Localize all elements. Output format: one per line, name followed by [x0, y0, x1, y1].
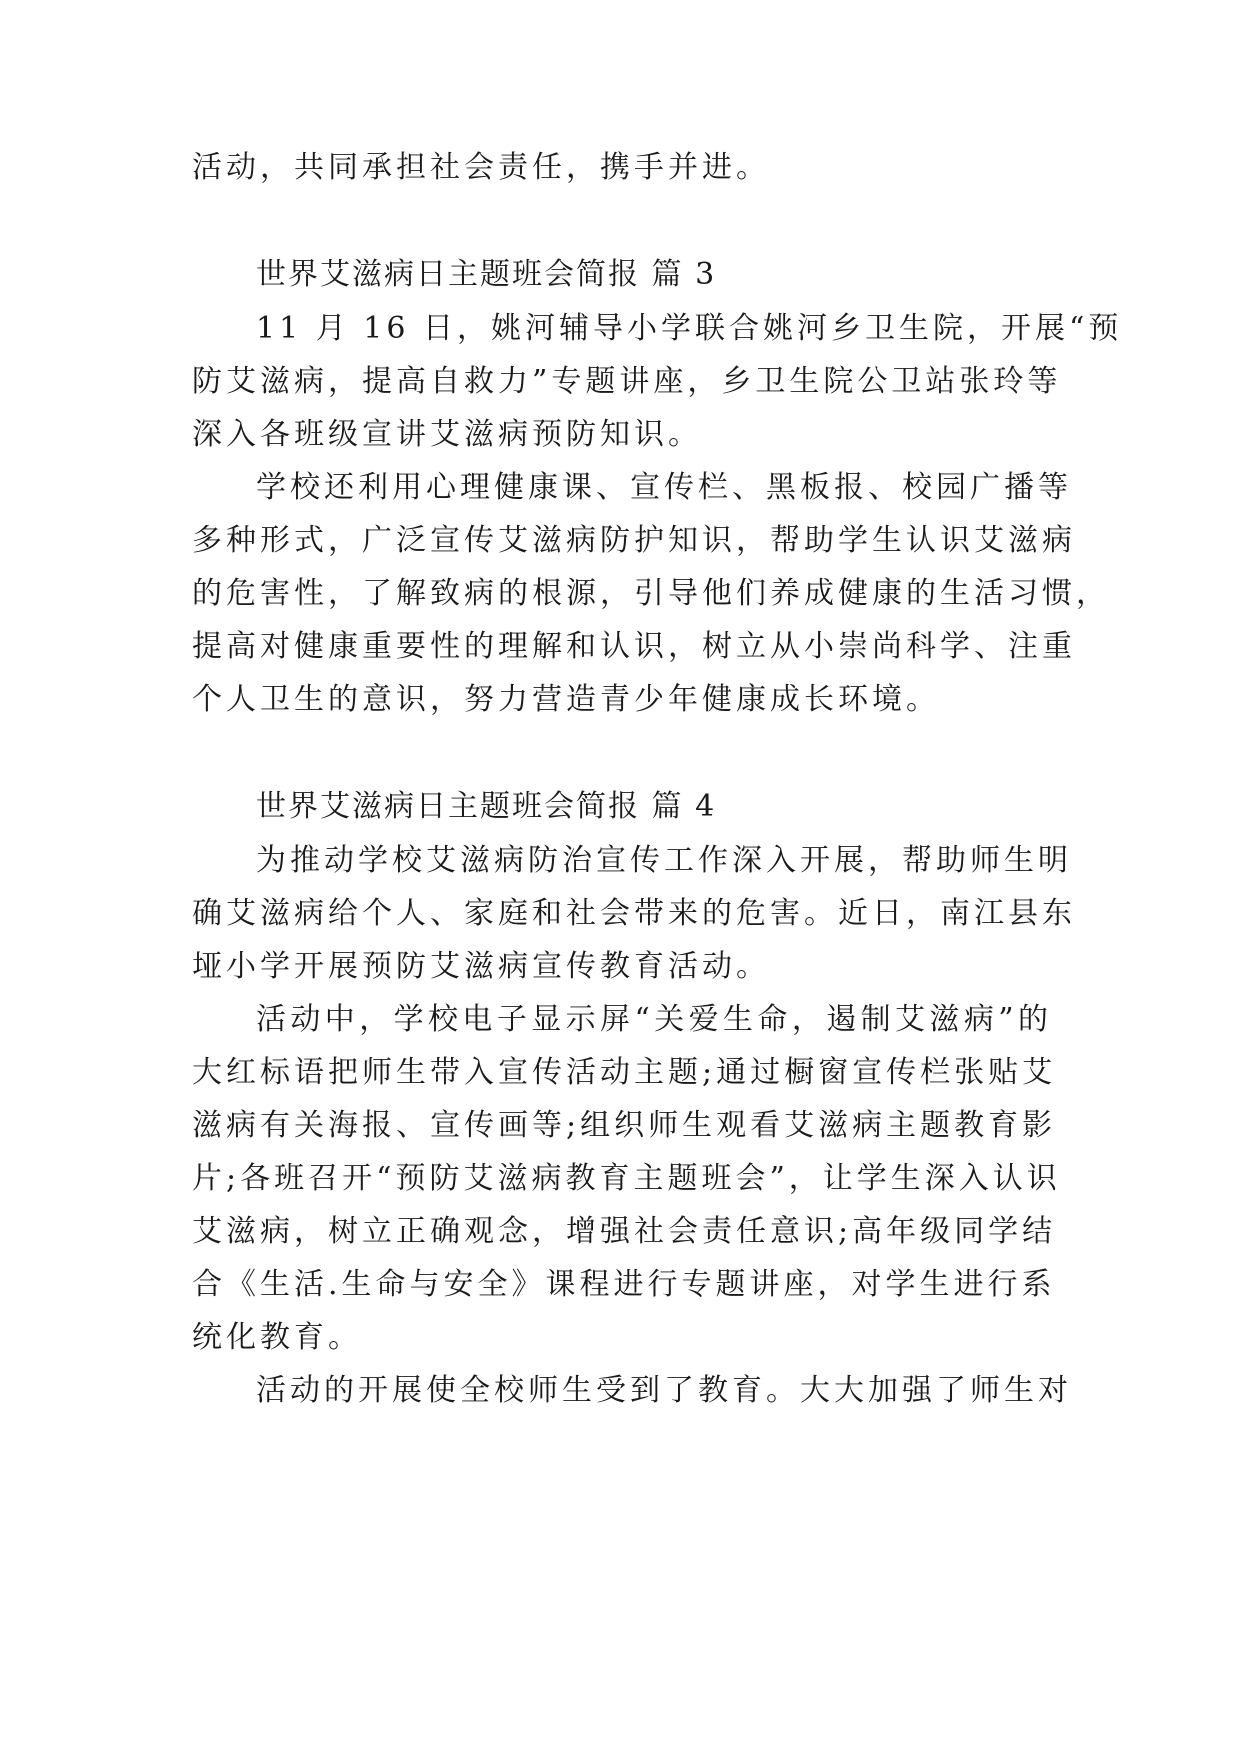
- paragraph-line: 确艾滋病给个人、家庭和社会带来的危害。近日，南江县东: [192, 896, 1076, 931]
- paragraph-line: 大红标语把师生带入宣传活动主题;通过橱窗宣传栏张贴艾: [192, 1055, 1057, 1090]
- paragraph-line: 的危害性，了解致病的根源，引导他们养成健康的生活习惯，: [192, 576, 1110, 611]
- paragraph-line: 防艾滋病，提高自救力”专题讲座，乡卫生院公卫站张玲等: [192, 364, 1062, 399]
- paragraph-line: 活动，共同承担社会责任，携手并进。: [192, 150, 770, 185]
- paragraph-line: 垭小学开展预防艾滋病宣传教育活动。: [192, 949, 770, 984]
- paragraph-line: 11 月 16 日，姚河辅导小学联合姚河乡卫生院，开展“预: [256, 311, 1123, 346]
- paragraph-line: 合《生活.生命与安全》课程进行专题讲座，对学生进行系: [192, 1267, 1056, 1302]
- paragraph-line: 艾滋病，树立正确观念，增强社会责任意识;高年级同学结: [192, 1214, 1057, 1249]
- paragraph-line: 个人卫生的意识，努力营造青少年健康成长环境。: [192, 682, 940, 717]
- paragraph-line: 活动中，学校电子显示屏“关爱生命，遏制艾滋病”的: [256, 1002, 1052, 1037]
- paragraph-line: 活动的开展使全校师生受到了教育。大大加强了师生对: [256, 1373, 1072, 1408]
- section-heading: 世界艾滋病日主题班会简报 篇 3: [256, 257, 717, 292]
- paragraph-line: 为推动学校艾滋病防治宣传工作深入开展，帮助师生明: [256, 843, 1072, 878]
- paragraph-line: 学校还利用心理健康课、宣传栏、黑板报、校园广播等: [256, 470, 1072, 505]
- paragraph-line: 多种形式，广泛宣传艾滋病防护知识，帮助学生认识艾滋病: [192, 523, 1076, 558]
- paragraph-line: 深入各班级宣讲艾滋病预防知识。: [192, 417, 702, 452]
- section-heading: 世界艾滋病日主题班会简报 篇 4: [256, 789, 717, 824]
- paragraph-line: 提高对健康重要性的理解和认识，树立从小崇尚科学、注重: [192, 629, 1076, 664]
- paragraph-line: 片;各班召开“预防艾滋病教育主题班会”，让学生深入认识: [192, 1161, 1061, 1196]
- paragraph-line: 统化教育。: [192, 1320, 362, 1355]
- paragraph-line: 滋病有关海报、宣传画等;组织师生观看艾滋病主题教育影: [192, 1108, 1057, 1143]
